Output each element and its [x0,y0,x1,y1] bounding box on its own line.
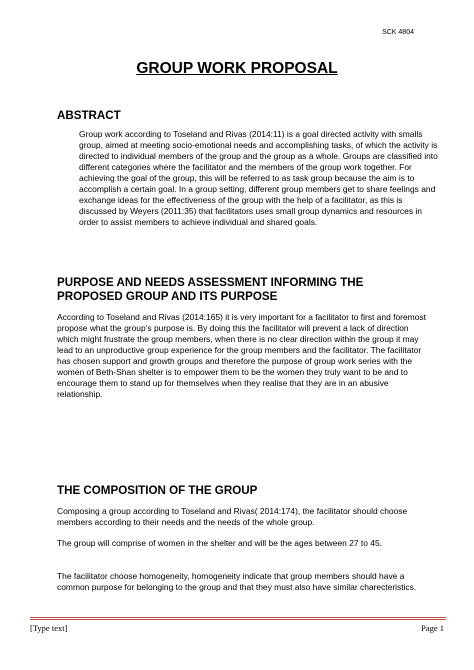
page-number: Page 1 [421,623,444,633]
composition-paragraph-2: The group will comprise of women in the shelter and will be the ages between 27 to 45. [57,538,383,548]
composition-paragraph-3: The facilitator choose homogeneity, homogeneity indicate that group members should have a common purpose for belonging to the group and that they must also have similar charecteristics. [57,571,417,592]
abstract-paragraph: Group work according to Toseland and Rivas (2014:11) is a goal directed activity with smalls group, aimed at meeting socio-emotional needs and accomplishing tasks, of which the activity is directed to individual members of the group and the group as a whole. Groups are classified into different categories where the facilitator and the members of the group work together. For achieving the goal of the group, this will be referred to as task group because the aim is to accomplish a certain goal. In a group setting, different group members get to share feelings and exchange ideas for the effectiveness of the group with the help of a facilitator, as this is discussed by Weyers (2011:35) that facilitators uses small group dynamics and resources in order to assist members to achieve individual and shared goals. [79,129,438,227]
composition-heading: THE COMPOSITION OF THE GROUP [57,484,258,497]
purpose-paragraph: According to Toseland and Rivas (2014:165) it is very important for a facilitator to first and foremost propose what the group’s purpose is. By doing this the facilitator will prevent a lack of direction which might frustrate the group members, when there is no clear direction within the group it may lead to an unproductive group experience for the group members and the facilitator. The facilitator has chosen support and growth groups and therefore the purpose of group work series with the women of Beth-Shan shelter is to empower them to be the women they truly want to be and to encourage them to stand up for themselves when they realise that they are in an abusive relationship. [57,312,426,399]
footer-divider [30,617,446,618]
abstract-heading: ABSTRACT [57,109,121,122]
course-code: SCK 4804 [382,29,414,36]
page-title: GROUP WORK PROPOSAL [136,60,338,77]
purpose-heading-line1: PURPOSE AND NEEDS ASSESSMENT INFORMING THE [57,276,364,289]
composition-paragraph-1: Composing a group according to Toseland and Rivas( 2014:174), the facilitator should choose members according to their needs and the needs of the whole group. [57,506,408,527]
purpose-heading-line2: PROPOSED GROUP AND ITS PURPOSE [57,290,278,303]
footer-divider-secondary [30,619,446,620]
footer-placeholder-text: [Type text] [30,623,68,633]
